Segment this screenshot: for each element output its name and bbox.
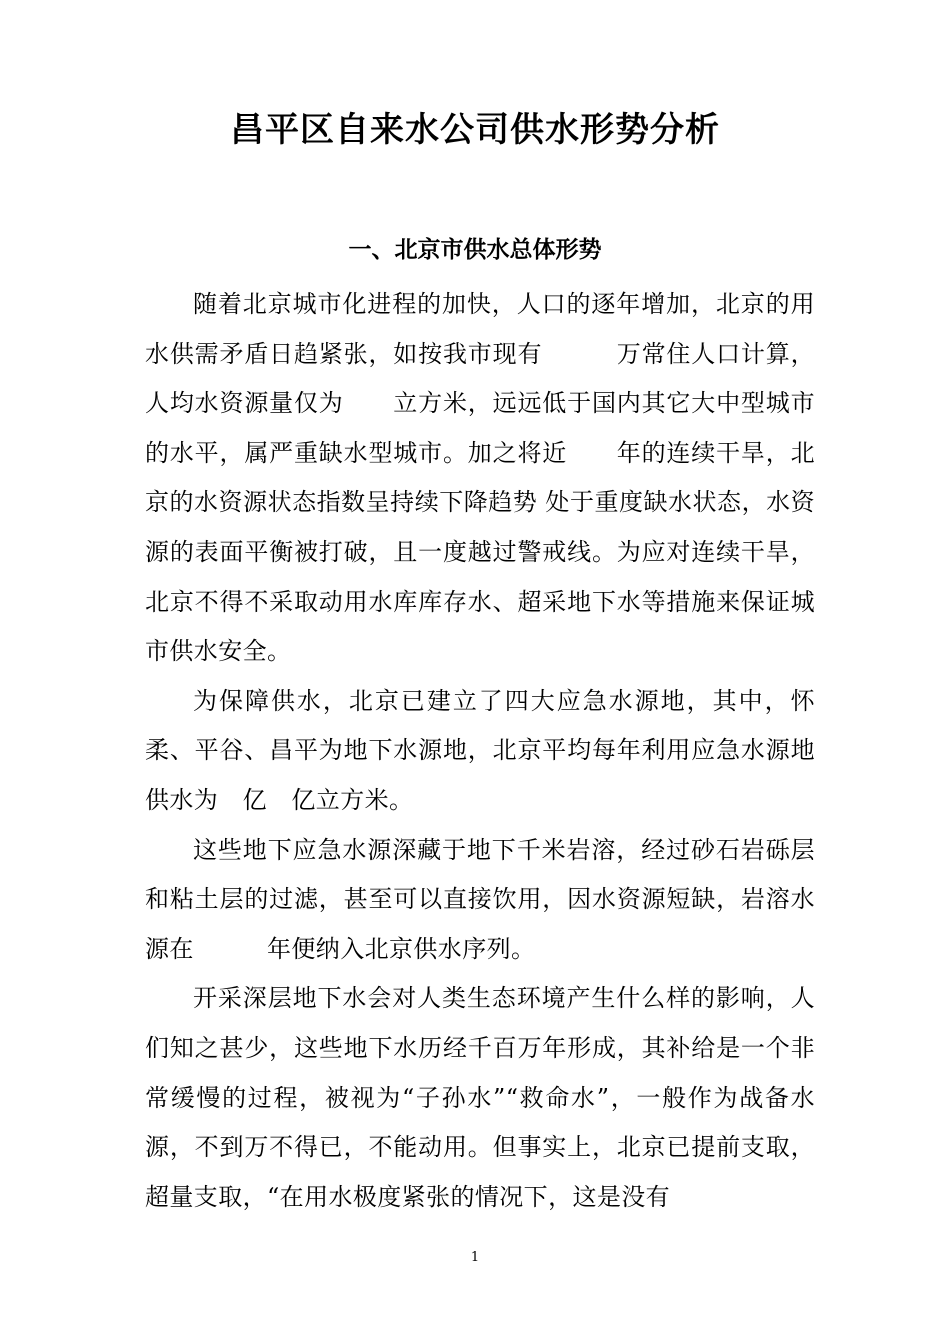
- paragraph: 开采深层地下水会对人类生态环境产生什么样的影响，人们知之甚少，这些地下水历经千百万年形成，其补给是一个非常缓慢的过程，被视为“子孙水”“救命水”，一般作为战备水源，不到万不得已，不能动用。但事实上，北京已提前支取，超量支取，“在用水极度紧张的情况下，这是没有: [145, 984, 815, 1211]
- section-heading: 一、北京市供水总体形势: [348, 236, 602, 263]
- body-text: [145, 280, 815, 1222]
- paragraph: 为保障供水，北京已建立了四大应急水源地，其中，怀柔、平谷、昌平为地下水源地，北京平均每年利用应急水源地供水为 亿 亿立方米。: [145, 686, 815, 814]
- page-number: 1: [470, 1250, 480, 1265]
- paragraph: 这些地下应急水源深藏于地下千米岩溶，经过砂石岩砾层和粘土层的过滤，甚至可以直接饮用，因水资源短缺，岩溶水源在 年便纳入北京供水序列。: [145, 835, 815, 963]
- document-title: 昌平区自来水公司供水形势分析: [230, 110, 720, 150]
- paragraph: 随着北京城市化进程的加快，人口的逐年增加，北京的用水供需矛盾日趋紧张，如按我市现有 万常住人口计算，人均水资源量仅为 立方米，远远低于国内其它大中型城市的水平，属严重缺水型城市。加之将近 年的连续干旱，北京的水资源状态指数呈持续下降趋势 处于重度缺水状态，水资源的表面平衡被打破，且一度越过警戒线。为应对连续干旱，北京不得不采取动用水库库存水、超采地下水等措施来保证城市供水安全。: [145, 290, 815, 666]
